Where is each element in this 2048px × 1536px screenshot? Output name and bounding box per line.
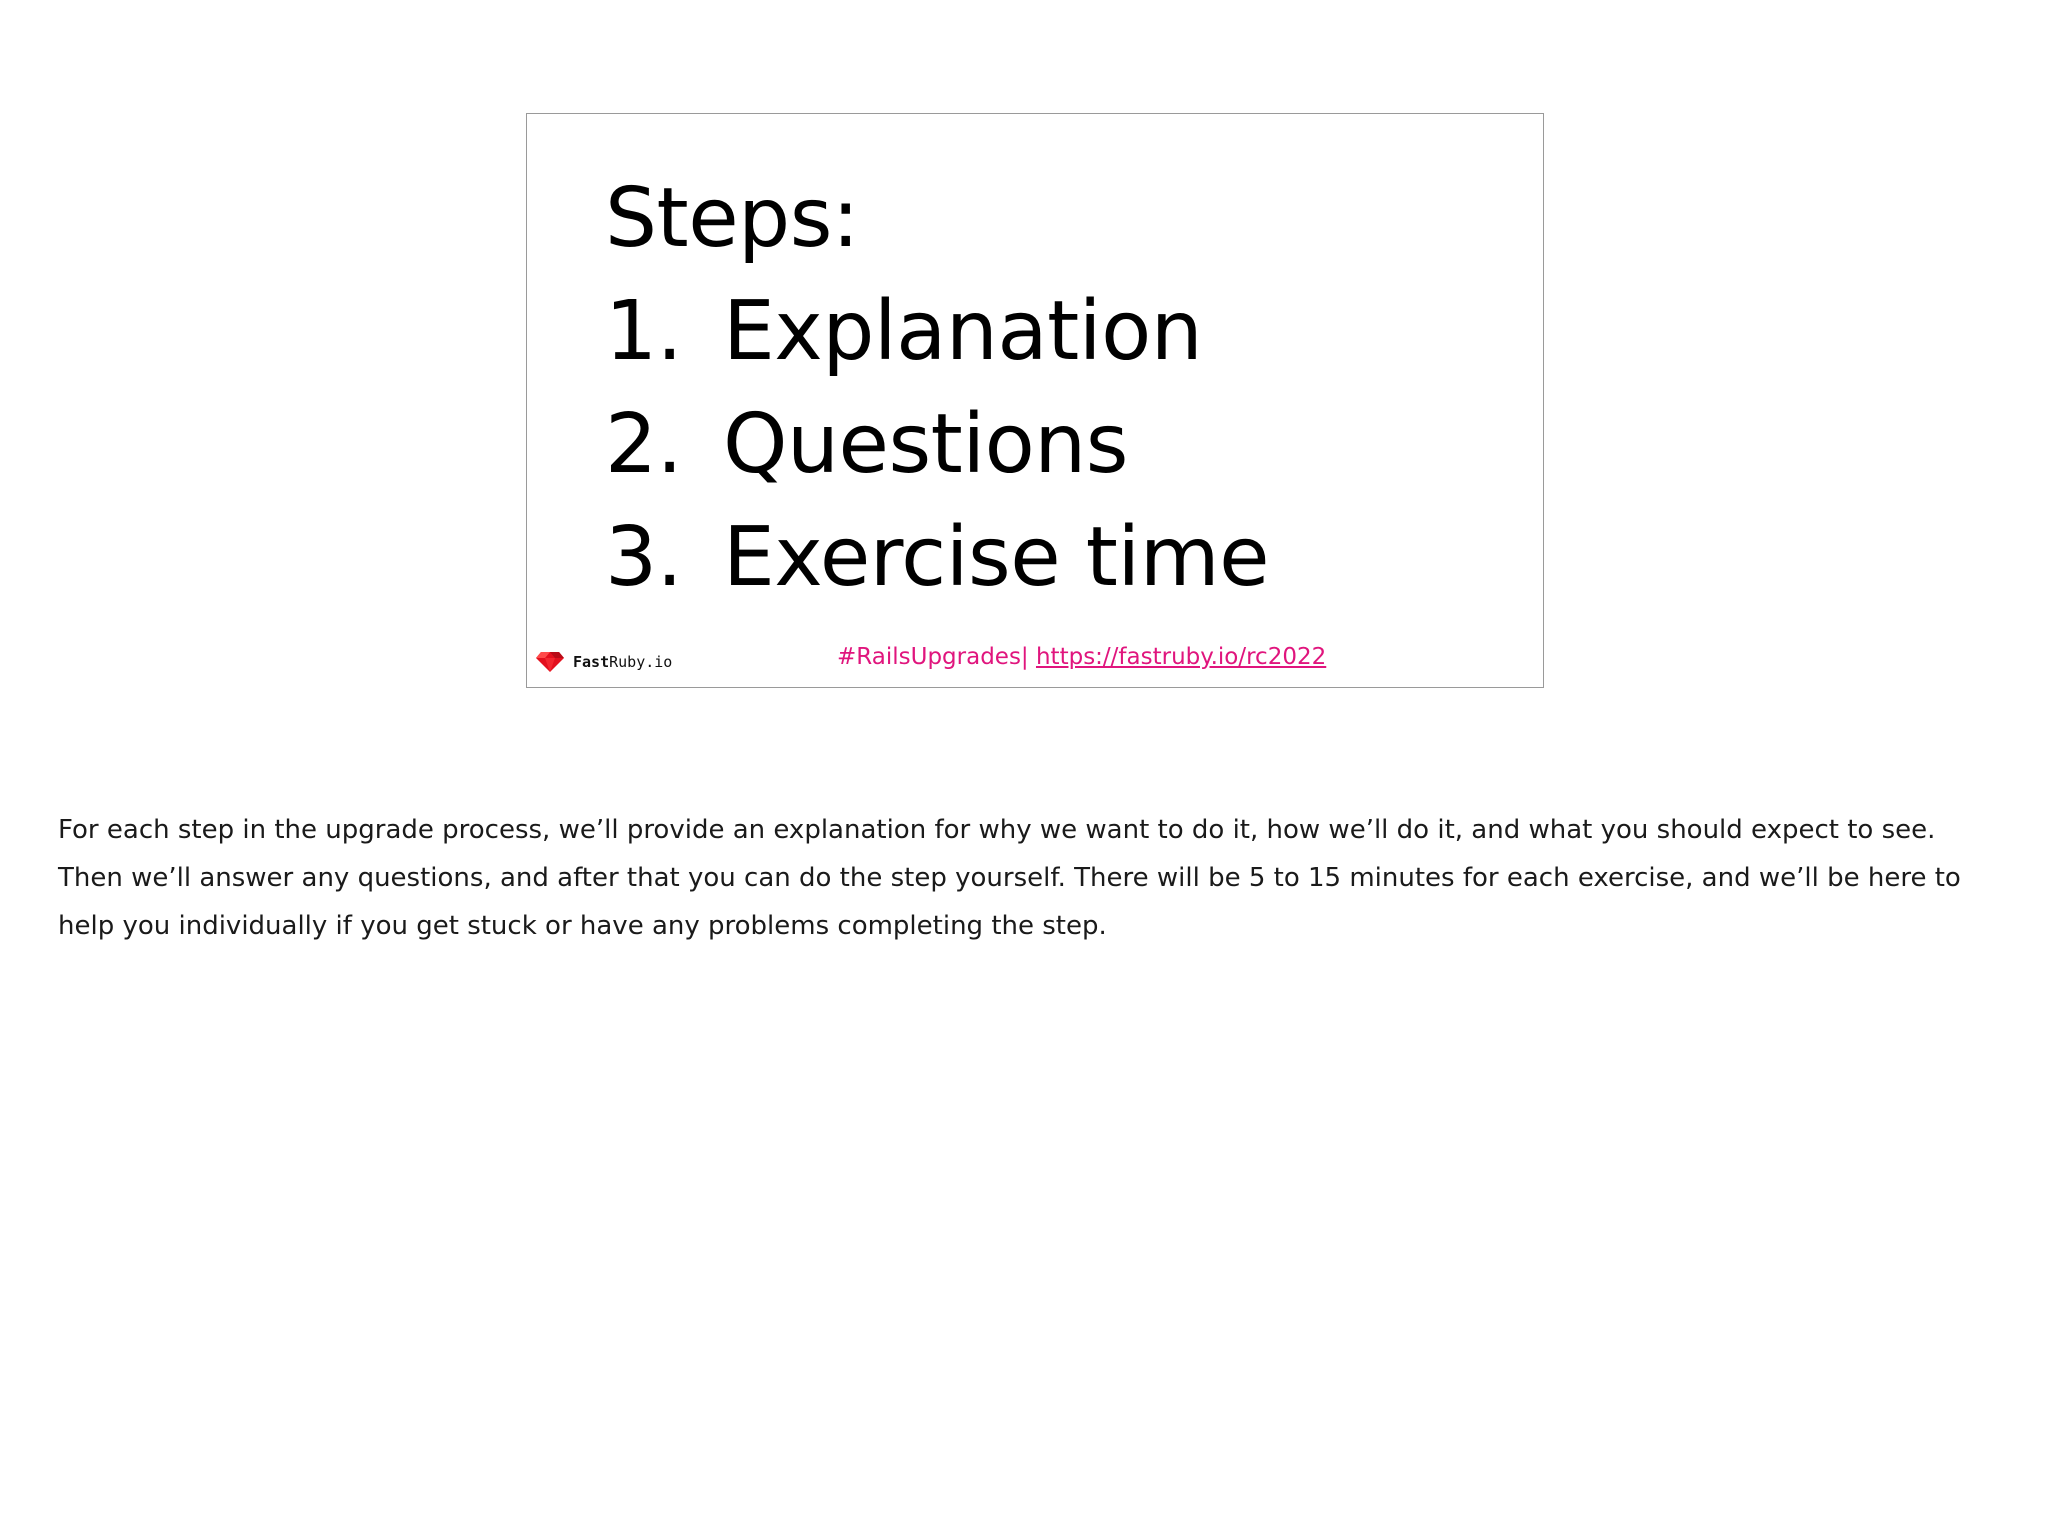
step-number: 2. (605, 397, 683, 492)
list-item (605, 501, 1269, 614)
step-number: 1. (605, 284, 683, 379)
step-label: Questions (723, 397, 1128, 492)
conference-link[interactable]: https://fastruby.io/rc2022 (1035, 644, 1327, 670)
step-label: Explanation (723, 284, 1203, 379)
step-number: 3. (605, 510, 683, 605)
hashtag-text: #RailsUpgrades| (837, 644, 1029, 670)
ruby-gem-icon (535, 651, 565, 673)
slide-title: Steps: (605, 171, 860, 266)
logo-text: FastRuby.io (573, 653, 673, 671)
steps-list (605, 275, 1269, 614)
list-item (605, 275, 1269, 388)
slide-body (605, 162, 1269, 614)
list-item (605, 388, 1269, 501)
slide-preview (526, 113, 1544, 688)
fastruby-logo (535, 651, 672, 673)
step-label: Exercise time (723, 510, 1270, 605)
presenter-notes: For each step in the upgrade process, we’ll provide an explanation for why we want to do it, how we’ll do it, and what you should expect to see. Then we’ll answer any questions, and after that you can do the step yourself. There will be 5 to 15 minutes for each exercise, and we’ll be here to help you individually if you get stuck or have any problems completing the step. (58, 815, 1961, 941)
footer-links (837, 644, 1326, 670)
